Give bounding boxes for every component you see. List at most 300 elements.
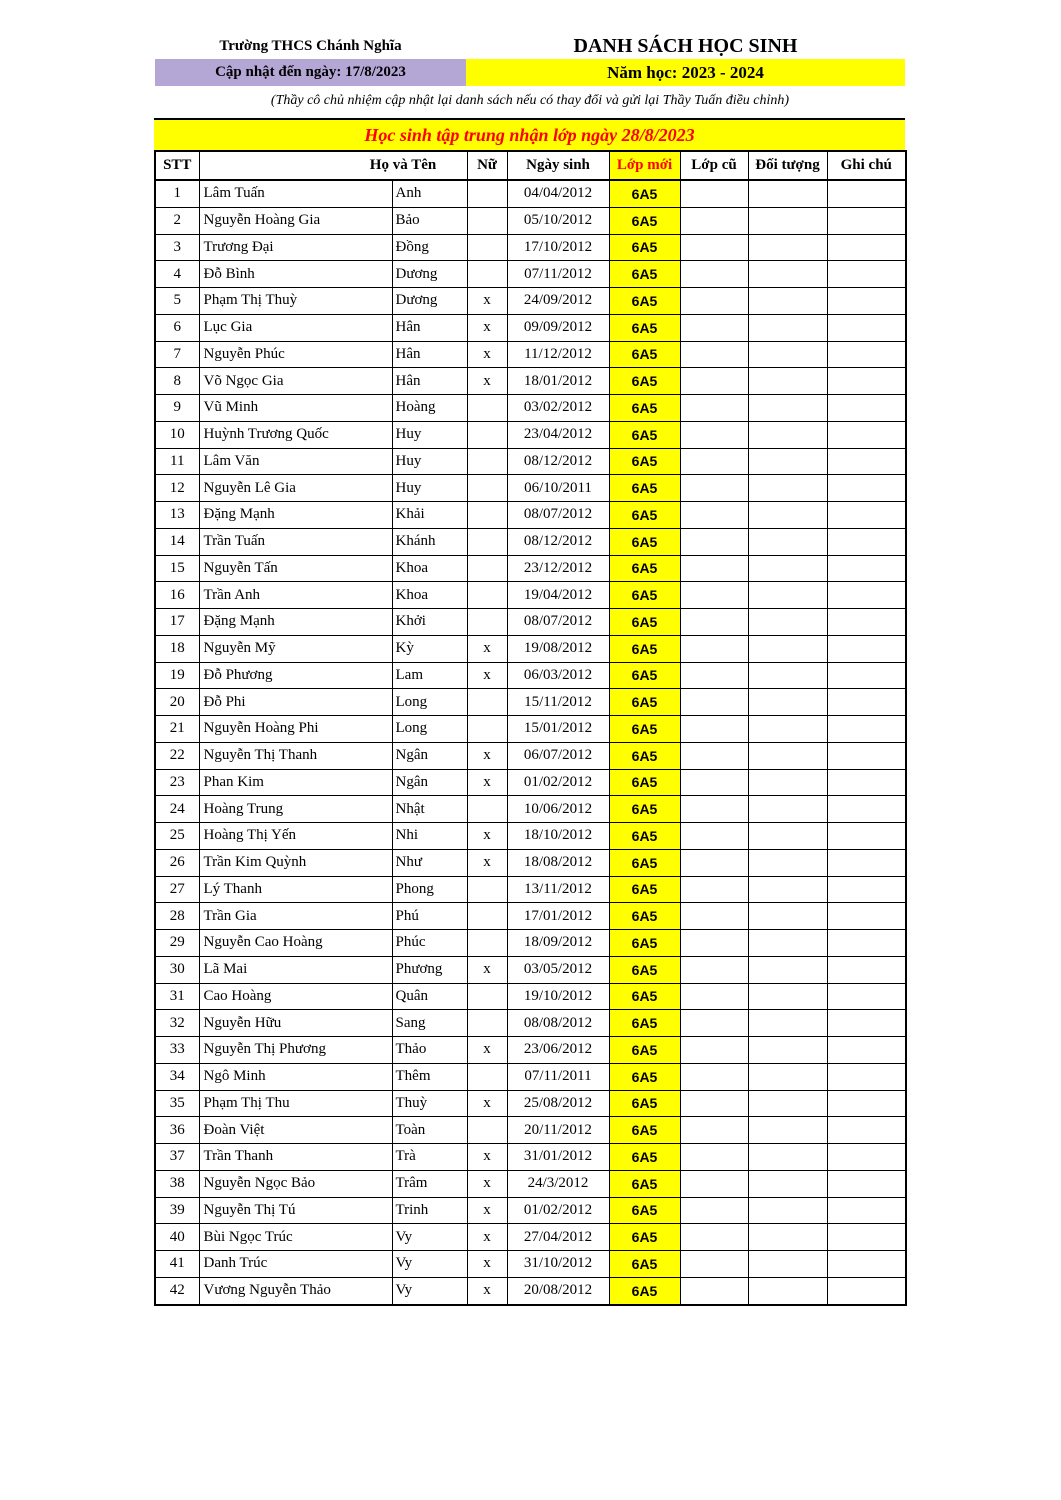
cell-new-class: 6A5 [609,1144,680,1171]
table-row [155,823,906,850]
cell-female: x [467,769,507,796]
cell-given-name: Ngân [392,769,467,796]
cell-stt: 20 [155,689,199,716]
cell-female: x [467,1224,507,1251]
cell-new-class: 6A5 [609,635,680,662]
cell-female: x [467,956,507,983]
cell-new-class: 6A5 [609,448,680,475]
cell-given-name: Phong [392,876,467,903]
cell-notes [827,1277,906,1304]
cell-notes [827,796,906,823]
cell-notes [827,1224,906,1251]
cell-stt: 41 [155,1251,199,1278]
cell-family-name: Trần Anh [199,582,392,609]
cell-female [467,180,507,207]
cell-category [748,1010,827,1037]
cell-birthdate: 08/07/2012 [507,609,609,636]
cell-old-class [680,528,748,555]
table-row [155,341,906,368]
cell-birthdate: 27/04/2012 [507,1224,609,1251]
cell-stt: 18 [155,635,199,662]
cell-given-name: Ngân [392,742,467,769]
cell-birthdate: 06/07/2012 [507,742,609,769]
cell-stt: 30 [155,956,199,983]
cell-family-name: Hoàng Trung [199,796,392,823]
instruction-note: (Thầy cô chủ nhiệm cập nhật lại danh sách nếu có thay đổi và gửi lại Thầy Tuấn điều chỉnh) [270,93,790,108]
cell-given-name: Bảo [392,207,467,234]
cell-family-name: Phan Kim [199,769,392,796]
cell-family-name: Nguyễn Hoàng Phi [199,716,392,743]
cell-notes [827,341,906,368]
cell-new-class: 6A5 [609,1117,680,1144]
cell-birthdate: 05/10/2012 [507,207,609,234]
cell-category [748,1144,827,1171]
cell-given-name: Khải [392,502,467,529]
cell-family-name: Nguyễn Hoàng Gia [199,207,392,234]
cell-given-name: Huy [392,475,467,502]
cell-family-name: Vũ Minh [199,395,392,422]
cell-notes [827,288,906,315]
cell-old-class [680,207,748,234]
cell-notes [827,1117,906,1144]
cell-family-name: Đặng Mạnh [199,609,392,636]
cell-category [748,234,827,261]
cell-old-class [680,395,748,422]
cell-category [748,903,827,930]
cell-notes [827,956,906,983]
cell-family-name: Trương Đại [199,234,392,261]
cell-stt: 38 [155,1170,199,1197]
table-row [155,1224,906,1251]
table-header-row [155,151,906,180]
cell-female [467,261,507,288]
cell-female [467,207,507,234]
table-row [155,555,906,582]
cell-category [748,528,827,555]
cell-category [748,207,827,234]
cell-female [467,609,507,636]
cell-stt: 17 [155,609,199,636]
cell-family-name: Nguyễn Thị Tú [199,1197,392,1224]
cell-category [748,1170,827,1197]
table-row [155,1251,906,1278]
cell-notes [827,689,906,716]
cell-notes [827,876,906,903]
cell-notes [827,582,906,609]
cell-female: x [467,1144,507,1171]
cell-given-name: Hân [392,314,467,341]
cell-birthdate: 13/11/2012 [507,876,609,903]
cell-family-name: Ngô Minh [199,1063,392,1090]
table-row [155,930,906,957]
cell-birthdate: 03/02/2012 [507,395,609,422]
cell-birthdate: 04/04/2012 [507,180,609,207]
cell-family-name: Đỗ Phi [199,689,392,716]
cell-stt: 12 [155,475,199,502]
cell-notes [827,662,906,689]
cell-new-class: 6A5 [609,582,680,609]
cell-given-name: Phú [392,903,467,930]
cell-new-class: 6A5 [609,662,680,689]
cell-given-name: Phúc [392,930,467,957]
cell-category [748,769,827,796]
cell-female [467,796,507,823]
roster-body [155,180,906,1305]
cell-stt: 26 [155,849,199,876]
cell-new-class: 6A5 [609,528,680,555]
cell-family-name: Lâm Tuấn [199,180,392,207]
cell-birthdate: 23/06/2012 [507,1037,609,1064]
cell-family-name: Huỳnh Trương Quốc [199,421,392,448]
cell-category [748,421,827,448]
school-year-bar: Năm học: 2023 - 2024 [466,59,905,86]
cell-stt: 32 [155,1010,199,1037]
cell-birthdate: 17/10/2012 [507,234,609,261]
cell-family-name: Nguyễn Cao Hoàng [199,930,392,957]
cell-family-name: Bùi Ngọc Trúc [199,1224,392,1251]
cell-female [467,234,507,261]
cell-new-class: 6A5 [609,769,680,796]
cell-category [748,261,827,288]
cell-birthdate: 18/09/2012 [507,930,609,957]
table-row [155,1277,906,1304]
table-row [155,635,906,662]
cell-notes [827,475,906,502]
cell-old-class [680,1224,748,1251]
table-row [155,1197,906,1224]
cell-notes [827,502,906,529]
cell-category [748,1251,827,1278]
cell-family-name: Hoàng Thị Yến [199,823,392,850]
cell-notes [827,314,906,341]
cell-old-class [680,421,748,448]
cell-notes [827,368,906,395]
cell-notes [827,261,906,288]
cell-new-class: 6A5 [609,689,680,716]
cell-notes [827,207,906,234]
cell-stt: 33 [155,1037,199,1064]
cell-stt: 24 [155,796,199,823]
cell-female: x [467,742,507,769]
cell-new-class: 6A5 [609,1063,680,1090]
cell-stt: 27 [155,876,199,903]
cell-birthdate: 19/08/2012 [507,635,609,662]
cell-stt: 14 [155,528,199,555]
cell-category [748,956,827,983]
cell-new-class: 6A5 [609,823,680,850]
cell-female: x [467,341,507,368]
cell-category [748,742,827,769]
cell-female [467,716,507,743]
cell-category [748,1224,827,1251]
cell-notes [827,1090,906,1117]
table-row [155,1037,906,1064]
table-row [155,903,906,930]
table-row [155,288,906,315]
cell-category [748,502,827,529]
cell-given-name: Long [392,716,467,743]
cell-birthdate: 23/12/2012 [507,555,609,582]
table-row [155,582,906,609]
cell-new-class: 6A5 [609,475,680,502]
cell-new-class: 6A5 [609,1090,680,1117]
cell-birthdate: 18/10/2012 [507,823,609,850]
cell-given-name: Khánh [392,528,467,555]
school-name: Trường THCS Chánh Nghĩa [219,37,402,54]
cell-given-name: Toàn [392,1117,467,1144]
table-row [155,849,906,876]
cell-family-name: Nguyễn Hữu [199,1010,392,1037]
col-header-full-name [199,151,467,180]
cell-old-class [680,876,748,903]
cell-female: x [467,1277,507,1304]
cell-category [748,1197,827,1224]
cell-new-class: 6A5 [609,1170,680,1197]
table-row [155,796,906,823]
cell-stt: 42 [155,1277,199,1304]
cell-family-name: Võ Ngọc Gia [199,368,392,395]
cell-female: x [467,1090,507,1117]
cell-stt: 7 [155,341,199,368]
cell-stt: 40 [155,1224,199,1251]
cell-female: x [467,823,507,850]
cell-old-class [680,1197,748,1224]
cell-old-class [680,448,748,475]
cell-birthdate: 06/10/2011 [507,475,609,502]
cell-stt: 39 [155,1197,199,1224]
table-row [155,421,906,448]
cell-birthdate: 08/12/2012 [507,528,609,555]
cell-stt: 3 [155,234,199,261]
cell-new-class: 6A5 [609,261,680,288]
cell-birthdate: 07/11/2011 [507,1063,609,1090]
cell-old-class [680,261,748,288]
cell-new-class: 6A5 [609,930,680,957]
cell-old-class [680,1010,748,1037]
cell-old-class [680,1090,748,1117]
cell-female [467,1117,507,1144]
table-row [155,662,906,689]
cell-old-class [680,689,748,716]
table-row [155,395,906,422]
cell-family-name: Đặng Mạnh [199,502,392,529]
cell-notes [827,635,906,662]
cell-family-name: Lâm Văn [199,448,392,475]
cell-female [467,502,507,529]
cell-notes [827,421,906,448]
cell-stt: 2 [155,207,199,234]
cell-female: x [467,1251,507,1278]
cell-old-class [680,930,748,957]
cell-female: x [467,1197,507,1224]
cell-given-name: Nhật [392,796,467,823]
cell-stt: 29 [155,930,199,957]
table-row [155,207,906,234]
cell-given-name: Long [392,689,467,716]
cell-new-class: 6A5 [609,796,680,823]
cell-category [748,689,827,716]
table-row [155,314,906,341]
cell-given-name: Hân [392,341,467,368]
cell-new-class: 6A5 [609,983,680,1010]
cell-family-name: Đoàn Việt [199,1117,392,1144]
cell-given-name: Vy [392,1224,467,1251]
cell-category [748,609,827,636]
cell-category [748,395,827,422]
cell-given-name: Vy [392,1251,467,1278]
cell-notes [827,1010,906,1037]
cell-birthdate: 31/01/2012 [507,1144,609,1171]
cell-family-name: Trần Gia [199,903,392,930]
cell-female [467,983,507,1010]
cell-old-class [680,288,748,315]
cell-category [748,341,827,368]
cell-birthdate: 08/08/2012 [507,1010,609,1037]
cell-category [748,582,827,609]
student-roster-table [154,150,907,1306]
cell-notes [827,234,906,261]
cell-female: x [467,1170,507,1197]
cell-given-name: Hoàng [392,395,467,422]
cell-birthdate: 25/08/2012 [507,1090,609,1117]
cell-new-class: 6A5 [609,314,680,341]
cell-female [467,475,507,502]
cell-new-class: 6A5 [609,1037,680,1064]
cell-birthdate: 08/12/2012 [507,448,609,475]
cell-new-class: 6A5 [609,716,680,743]
cell-birthdate: 20/08/2012 [507,1277,609,1304]
cell-birthdate: 03/05/2012 [507,956,609,983]
cell-female [467,689,507,716]
cell-birthdate: 20/11/2012 [507,1117,609,1144]
cell-given-name: Trâm [392,1170,467,1197]
cell-family-name: Trần Kim Quỳnh [199,849,392,876]
cell-stt: 35 [155,1090,199,1117]
cell-category [748,288,827,315]
cell-category [748,314,827,341]
cell-female [467,930,507,957]
cell-birthdate: 06/03/2012 [507,662,609,689]
cell-notes [827,930,906,957]
table-row [155,528,906,555]
cell-old-class [680,849,748,876]
cell-old-class [680,796,748,823]
cell-new-class: 6A5 [609,1277,680,1304]
cell-new-class: 6A5 [609,1010,680,1037]
cell-new-class: 6A5 [609,234,680,261]
cell-old-class [680,635,748,662]
cell-category [748,555,827,582]
cell-new-class: 6A5 [609,288,680,315]
table-row [155,609,906,636]
cell-birthdate: 08/07/2012 [507,502,609,529]
cell-new-class: 6A5 [609,849,680,876]
cell-given-name: Dương [392,288,467,315]
table-row [155,234,906,261]
cell-new-class: 6A5 [609,903,680,930]
cell-given-name: Thuỳ [392,1090,467,1117]
cell-notes [827,849,906,876]
cell-family-name: Cao Hoàng [199,983,392,1010]
table-row [155,448,906,475]
cell-family-name: Trần Thanh [199,1144,392,1171]
cell-old-class [680,769,748,796]
cell-notes [827,983,906,1010]
cell-old-class [680,1170,748,1197]
cell-new-class: 6A5 [609,555,680,582]
cell-notes [827,180,906,207]
col-header-category: Đối tượng [748,151,827,180]
cell-new-class: 6A5 [609,1251,680,1278]
cell-given-name: Trinh [392,1197,467,1224]
cell-birthdate: 11/12/2012 [507,341,609,368]
table-row [155,1090,906,1117]
cell-old-class [680,1037,748,1064]
cell-birthdate: 19/04/2012 [507,582,609,609]
cell-female: x [467,288,507,315]
cell-stt: 10 [155,421,199,448]
cell-category [748,849,827,876]
cell-old-class [680,180,748,207]
cell-family-name: Nguyễn Thị Thanh [199,742,392,769]
table-row [155,769,906,796]
cell-given-name: Khởi [392,609,467,636]
cell-category [748,635,827,662]
cell-new-class: 6A5 [609,609,680,636]
cell-new-class: 6A5 [609,395,680,422]
col-header-old-class: Lớp cũ [680,151,748,180]
cell-new-class: 6A5 [609,742,680,769]
cell-old-class [680,502,748,529]
cell-family-name: Lý Thanh [199,876,392,903]
cell-new-class: 6A5 [609,1224,680,1251]
cell-old-class [680,234,748,261]
cell-old-class [680,475,748,502]
cell-birthdate: 18/01/2012 [507,368,609,395]
cell-birthdate: 10/06/2012 [507,796,609,823]
cell-category [748,1063,827,1090]
cell-notes [827,528,906,555]
cell-family-name: Nguyễn Phúc [199,341,392,368]
table-row [155,475,906,502]
cell-stt: 34 [155,1063,199,1090]
cell-given-name: Thêm [392,1063,467,1090]
cell-given-name: Quân [392,983,467,1010]
cell-birthdate: 23/04/2012 [507,421,609,448]
cell-female: x [467,635,507,662]
cell-stt: 11 [155,448,199,475]
table-row [155,956,906,983]
cell-given-name: Kỳ [392,635,467,662]
cell-old-class [680,1277,748,1304]
table-row [155,1170,906,1197]
cell-category [748,796,827,823]
cell-old-class [680,742,748,769]
cell-old-class [680,983,748,1010]
document-title: DANH SÁCH HỌC SINH [573,34,798,57]
cell-notes [827,555,906,582]
update-date-bar: Cập nhật đến ngày: 17/8/2023 [155,59,466,86]
cell-birthdate: 15/01/2012 [507,716,609,743]
table-row [155,1117,906,1144]
cell-given-name: Huy [392,421,467,448]
cell-stt: 31 [155,983,199,1010]
table-row [155,180,906,207]
cell-female [467,582,507,609]
table-row [155,1063,906,1090]
cell-old-class [680,956,748,983]
col-header-birthdate: Ngày sinh [507,151,609,180]
